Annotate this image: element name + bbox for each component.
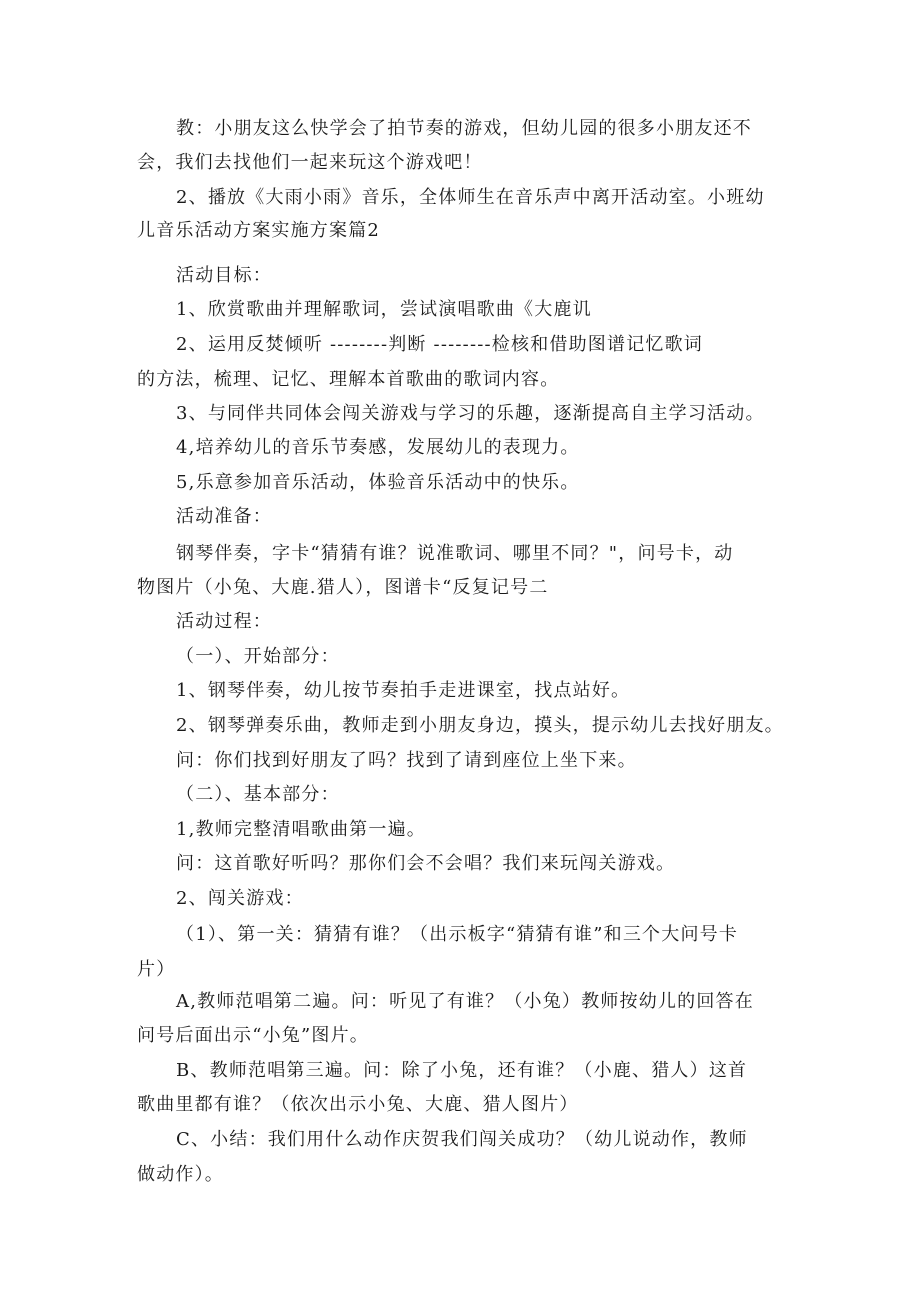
text-line: 会，我们去找他们一起来玩这个游戏吧！ [137, 152, 483, 173]
text-line: 1、钢琴伴奏，幼儿按节奏拍手走进课室，找点站好。 [176, 680, 631, 701]
text-line: 问：你们找到好朋友了吗？找到了请到座位上坐下来。 [176, 750, 637, 771]
text-line: B、教师范唱第三遍。问：除了小兔，还有谁？（小鹿、猎人）这首 [176, 1060, 748, 1081]
text-line: 教：小朋友这么快学会了拍节奏的游戏，但幼儿园的很多小朋友还不 [176, 118, 752, 139]
text-line: 做动作）。 [137, 1164, 224, 1185]
text-line: 的方法，梳理、记忆、理解本首歌曲的歌词内容。 [137, 369, 560, 390]
text-line: 活动准备： [176, 506, 272, 527]
text-line: 2、播放《大雨小雨》音乐，全体师生在音乐声中离开活动室。小班幼 [176, 187, 765, 208]
text-line: 5,乐意参加音乐活动，体验音乐活动中的快乐。 [176, 472, 580, 493]
text-line: 2、钢琴弹奏乐曲，教师走到小朋友身边，摸头，提示幼儿去找好朋友。 [176, 715, 784, 736]
text-line: 3、与同伴共同体会闯关游戏与学习的乐趣，逐渐提高自主学习活动。 [176, 403, 765, 424]
text-line: 问号后面出示“小兔”图片。 [137, 1025, 370, 1046]
text-line: 2、闯关游戏： [176, 888, 304, 909]
text-line: C、小结：我们用什么动作庆贺我们闯关成功？（幼儿说动作，教师 [176, 1129, 748, 1150]
text-line: 4,培养幼儿的音乐节奏感，发展幼儿的表现力。 [176, 437, 580, 458]
text-line: 活动目标： [176, 265, 272, 286]
text-line: （二）、基本部分： [176, 784, 340, 805]
text-line: 1、欣赏歌曲并理解歌词，尝试演唱歌曲《大鹿讥 [176, 299, 592, 320]
text-line: 片） [137, 959, 176, 980]
text-line: （一）、开始部分： [176, 646, 340, 667]
text-line: （1）、第一关：猜猜有谁？（出示板字“猜猜有谁”和三个大问号卡 [176, 924, 739, 945]
text-line: 2、运用反焚倾听 --------判断 --------检核和借助图谱记忆歌词 [176, 334, 704, 355]
text-line: 1,教师完整清唱歌曲第一遍。 [176, 819, 426, 840]
text-line: 物图片（小兔、大鹿.猎人），图谱卡“反复记号二 [137, 577, 549, 598]
text-line: 活动过程： [176, 611, 272, 632]
text-line: 问：这首歌好听吗？那你们会不会唱？我们来玩闯关游戏。 [176, 853, 676, 874]
text-line: A,教师范唱第二遍。问：听见了有谁？（小兔）教师按幼儿的回答在 [176, 991, 754, 1012]
text-line: 儿音乐活动方案实施方案篇2 [137, 220, 381, 241]
text-line: 歌曲里都有谁？（依次出示小兔、大鹿、猎人图片） [137, 1094, 579, 1115]
text-line: 钢琴伴奏，字卡“猜猜有谁？说准歌词、哪里不同？"，问号卡，动 [176, 543, 734, 564]
